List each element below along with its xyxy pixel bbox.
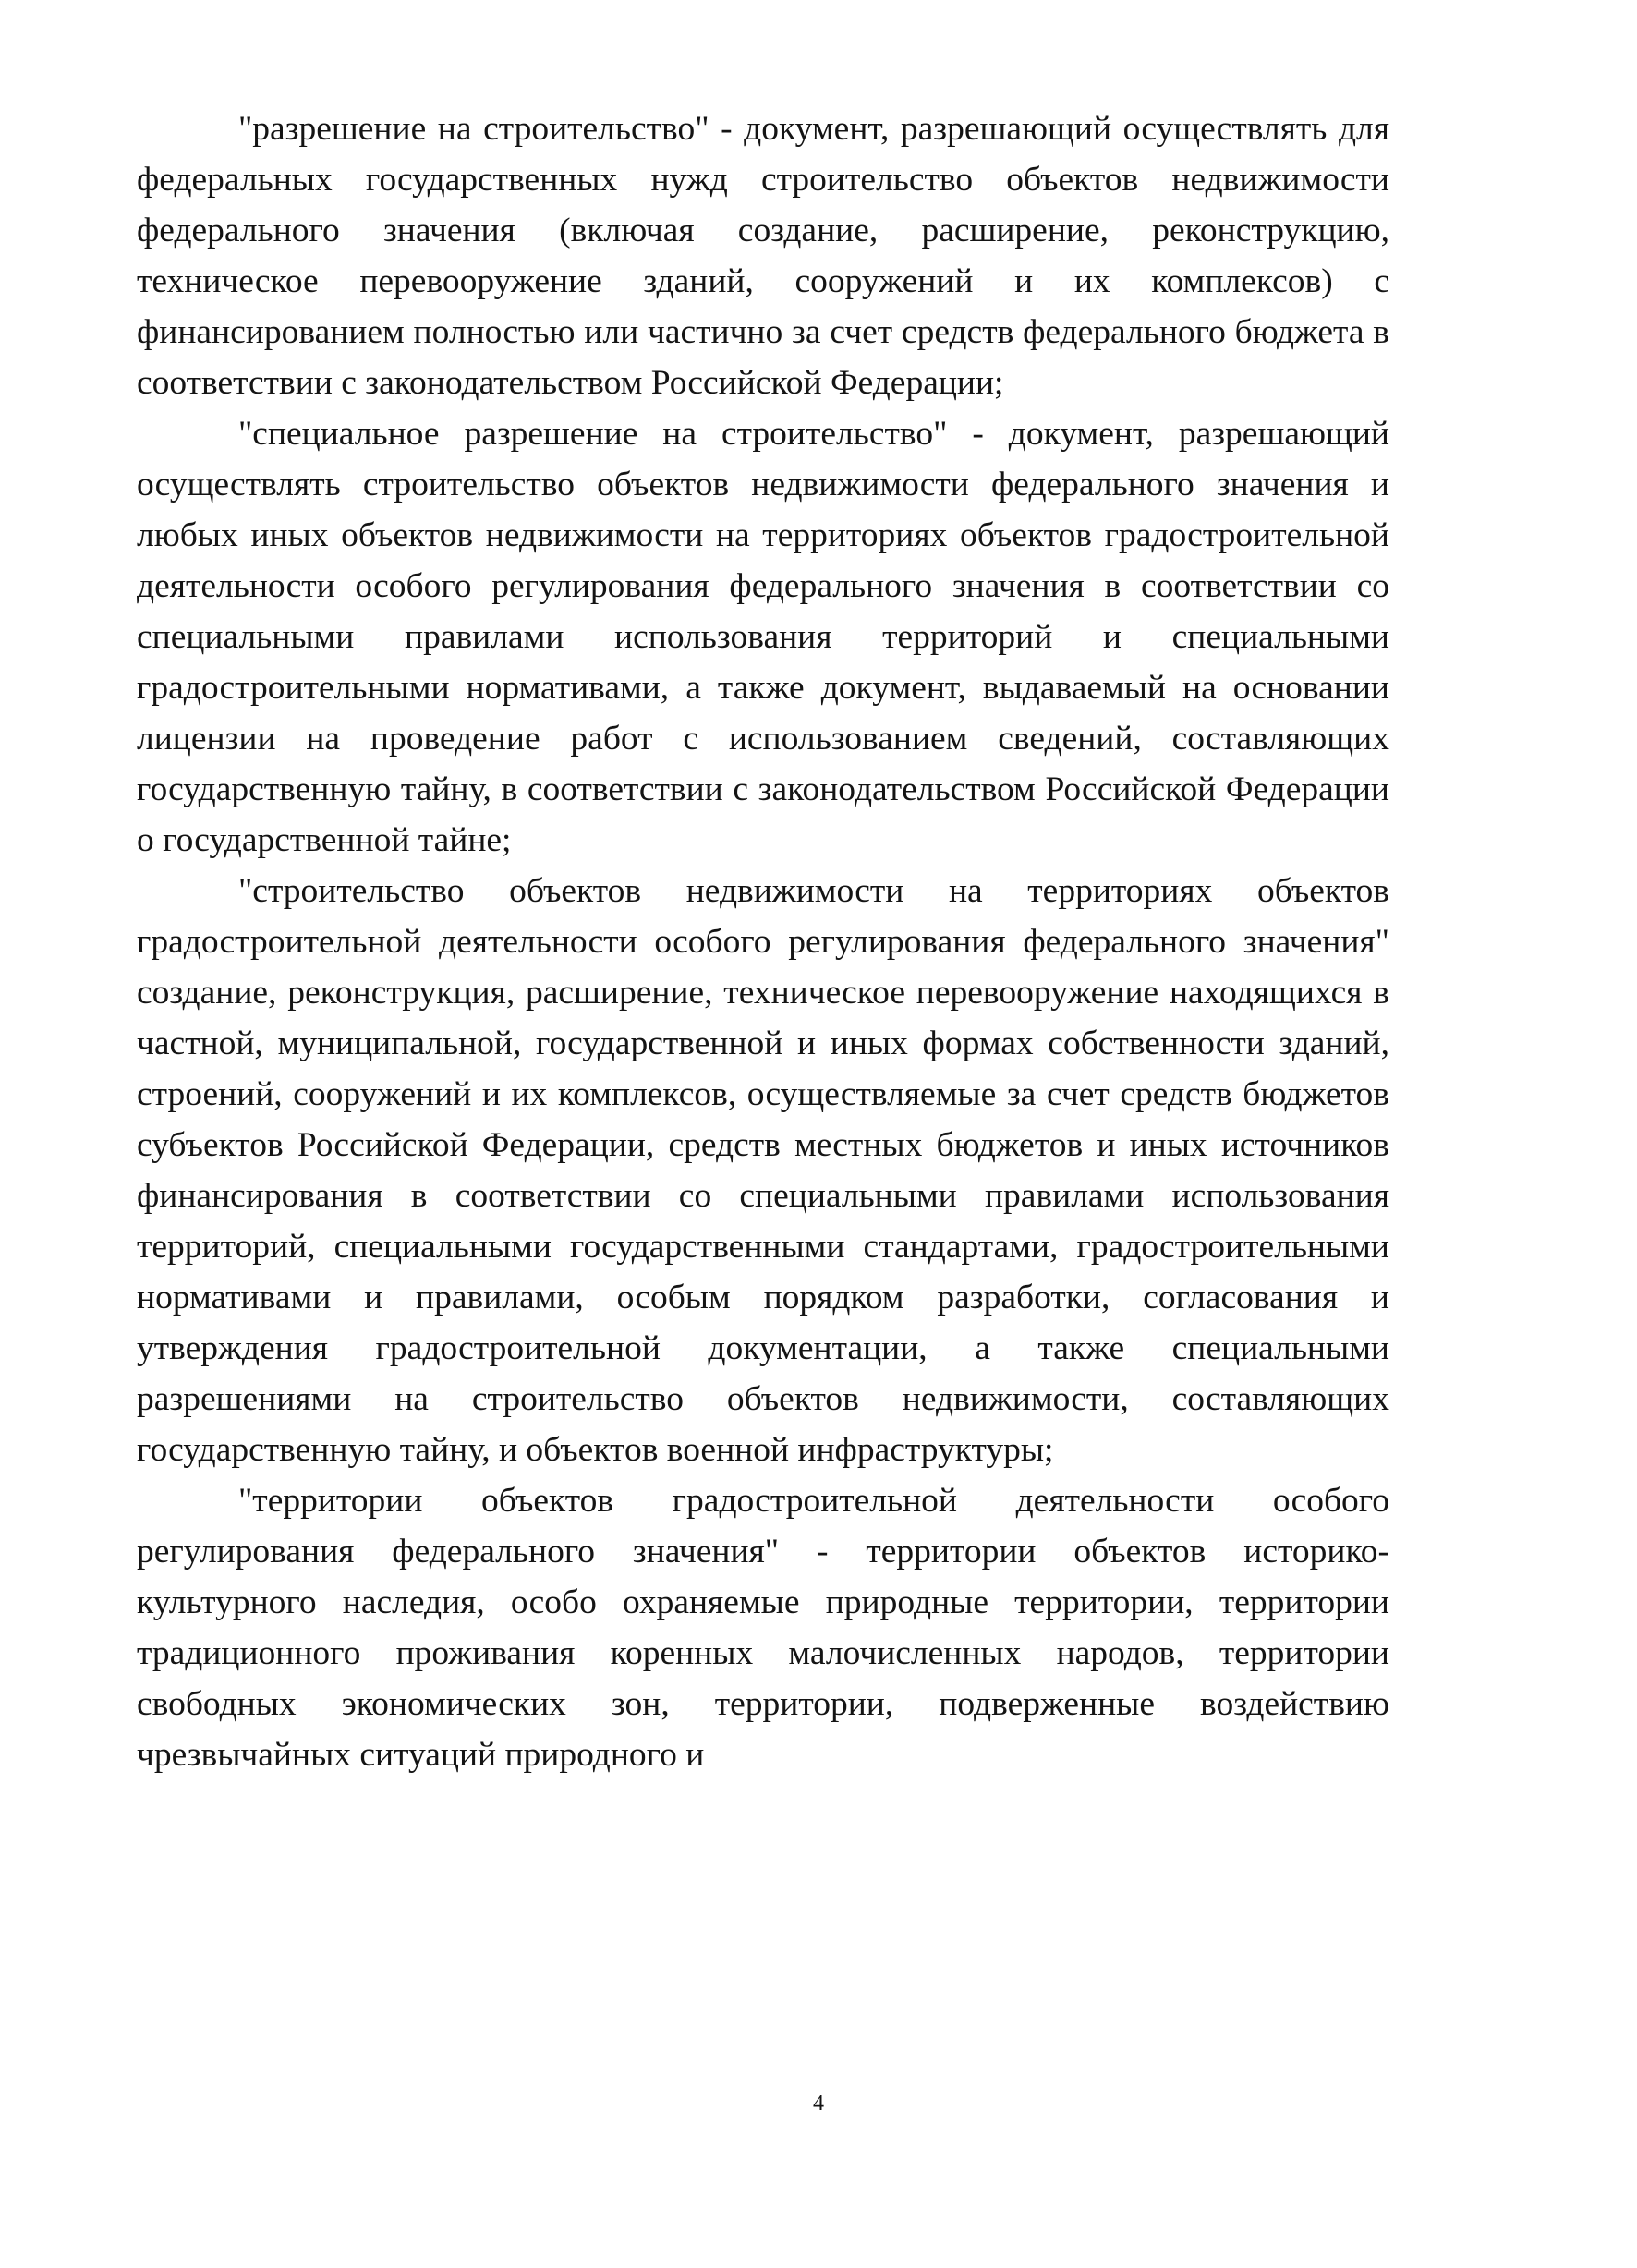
page-number: 4 (813, 2092, 824, 2116)
paragraph-territories-special-regulation: "территории объектов градостроительной деятельности особого регулирования федерального значения" - территории объектов историко-культурного наследия, особо охраняемые природные территории, территории традиционного проживания коренных малочисленных народов, территории свободных экономических зон, территории, подверженные воздействию чрезвычайных ситуаций природного и (137, 1482, 1389, 1774)
paragraph-building-permit: "разрешение на строительство" - документ, разрешающий осуществлять для федеральных государственных нужд строительство объектов недвижимости федерального значения (включая создание, расширение, реконструкцию, техническое перевооружение зданий, сооружений и их комплексов) с финансированием полностью или частично за счет средств федерального бюджета в соответствии с законодательством Российской Федерации; (137, 110, 1389, 402)
document-body (137, 103, 1389, 1780)
paragraph-construction-special-regulation: "строительство объектов недвижимости на территориях объектов градостроительной деятельности особого регулирования федерального значения" создание, реконструкция, расширение, техническое перевооружение находящихся в частной, муниципальной, государственной и иных формах собственности зданий, строений, сооружений и их комплексов, осуществляемые за счет средств бюджетов субъектов Российской Федерации, средств местных бюджетов и иных источников финансирования в соответствии со специальными правилами использования территорий, специальными государственными стандартами, градостроительными нормативами и правилами, особым порядком разработки, согласования и утверждения градостроительной документации, а также специальными разрешениями на строительство объектов недвижимости, составляющих государственную тайну, и объектов военной инфраструктуры; (137, 872, 1389, 1469)
paragraph-special-building-permit: "специальное разрешение на строительство" - документ, разрешающий осуществлять строительство объектов недвижимости федерального значения и любых иных объектов недвижимости на территориях объектов градостроительной деятельности особого регулирования федерального значения в соответствии со специальными правилами использования территорий и специальными градостроительными нормативами, а также документ, выдаваемый на основании лицензии на проведение работ с использованием сведений, составляющих государственную тайну, в соответствии с законодательством Российской Федерации о государственной тайне; (137, 415, 1389, 859)
